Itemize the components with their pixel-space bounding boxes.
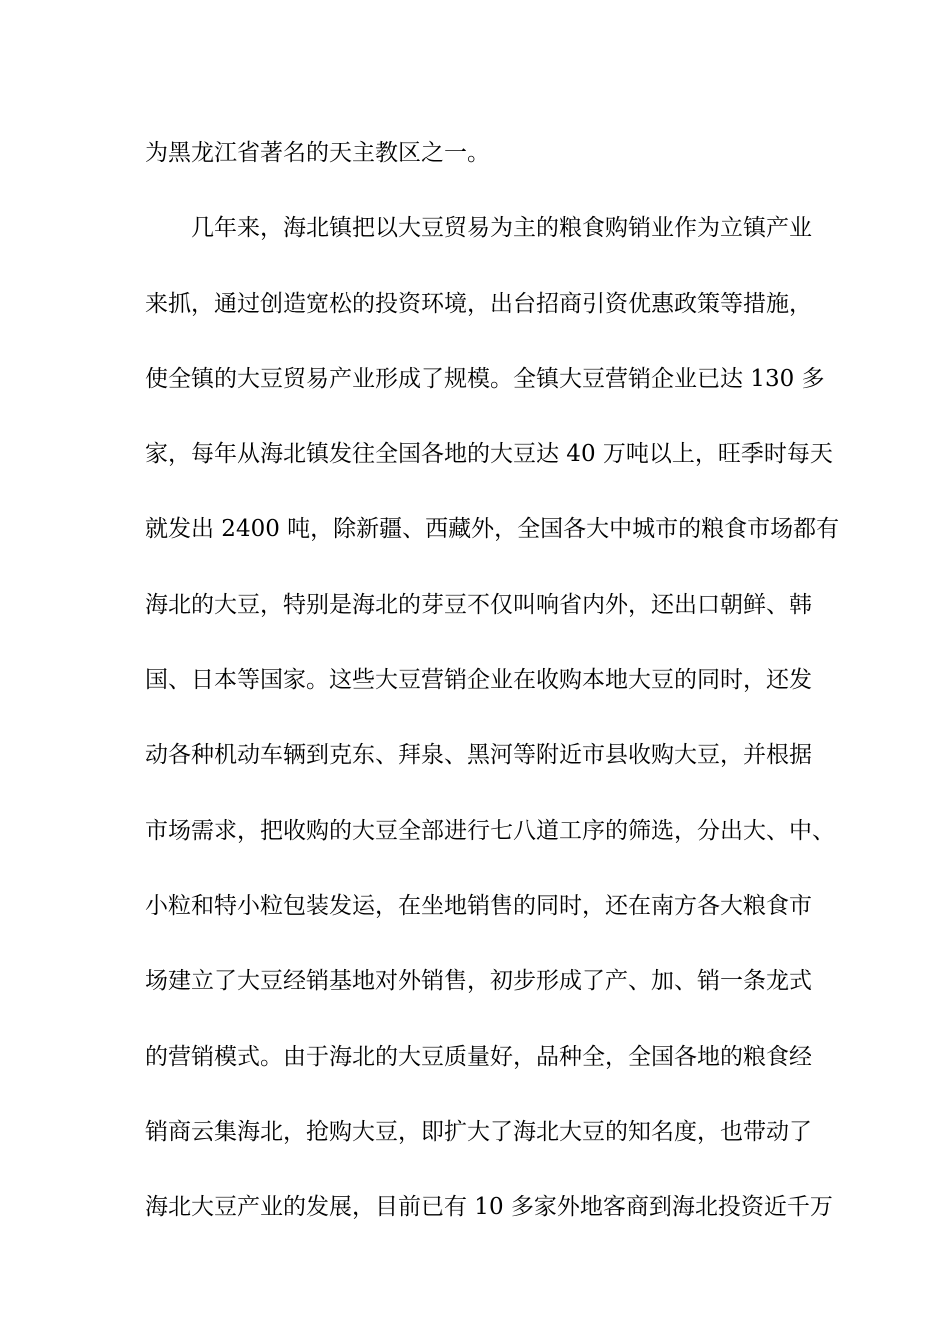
- text-line: 来抓，通过创造宽松的投资环境，出台招商引资优惠政策等措施，: [145, 290, 812, 317]
- text-line: 几年来，海北镇把以大豆贸易为主的粮食购销业作为立镇产业: [145, 215, 812, 242]
- text-line: 为黑龙江省著名的天主教区之一。: [145, 140, 490, 166]
- text-line: 家，每年从海北镇发往全国各地的大豆达 40 万吨以上，旺季时每天: [145, 441, 833, 468]
- text-line: 的营销模式。由于海北的大豆质量好，品种全，全国各地的粮食经: [145, 1043, 812, 1070]
- text-line: 海北的大豆，特别是海北的芽豆不仅叫响省内外，还出口朝鲜、韩: [145, 591, 812, 618]
- text-line: 国、日本等国家。这些大豆营销企业在收购本地大豆的同时，还发: [145, 667, 812, 694]
- text-line: 使全镇的大豆贸易产业形成了规模。全镇大豆营销企业已达 130 多: [145, 365, 825, 392]
- text-line: 场建立了大豆经销基地对外销售，初步形成了产、加、销一条龙式: [145, 968, 812, 995]
- text-line: 海北大豆产业的发展，目前已有 10 多家外地客商到海北投资近千万: [145, 1194, 833, 1221]
- text-line: 就发出 2400 吨，除新疆、西藏外，全国各大中城市的粮食市场都有: [145, 516, 840, 543]
- text-line: 市场需求，把收购的大豆全部进行七八道工序的筛选，分出大、中、: [145, 817, 835, 844]
- body-text: [145, 130, 840, 1259]
- text-line: 动各种机动车辆到克东、拜泉、黑河等附近市县收购大豆，并根据: [145, 742, 812, 769]
- text-line: 销商云集海北，抢购大豆，即扩大了海北大豆的知名度，也带动了: [145, 1118, 812, 1145]
- text-line: 小粒和特小粒包装发运，在坐地销售的同时，还在南方各大粮食市: [145, 892, 812, 919]
